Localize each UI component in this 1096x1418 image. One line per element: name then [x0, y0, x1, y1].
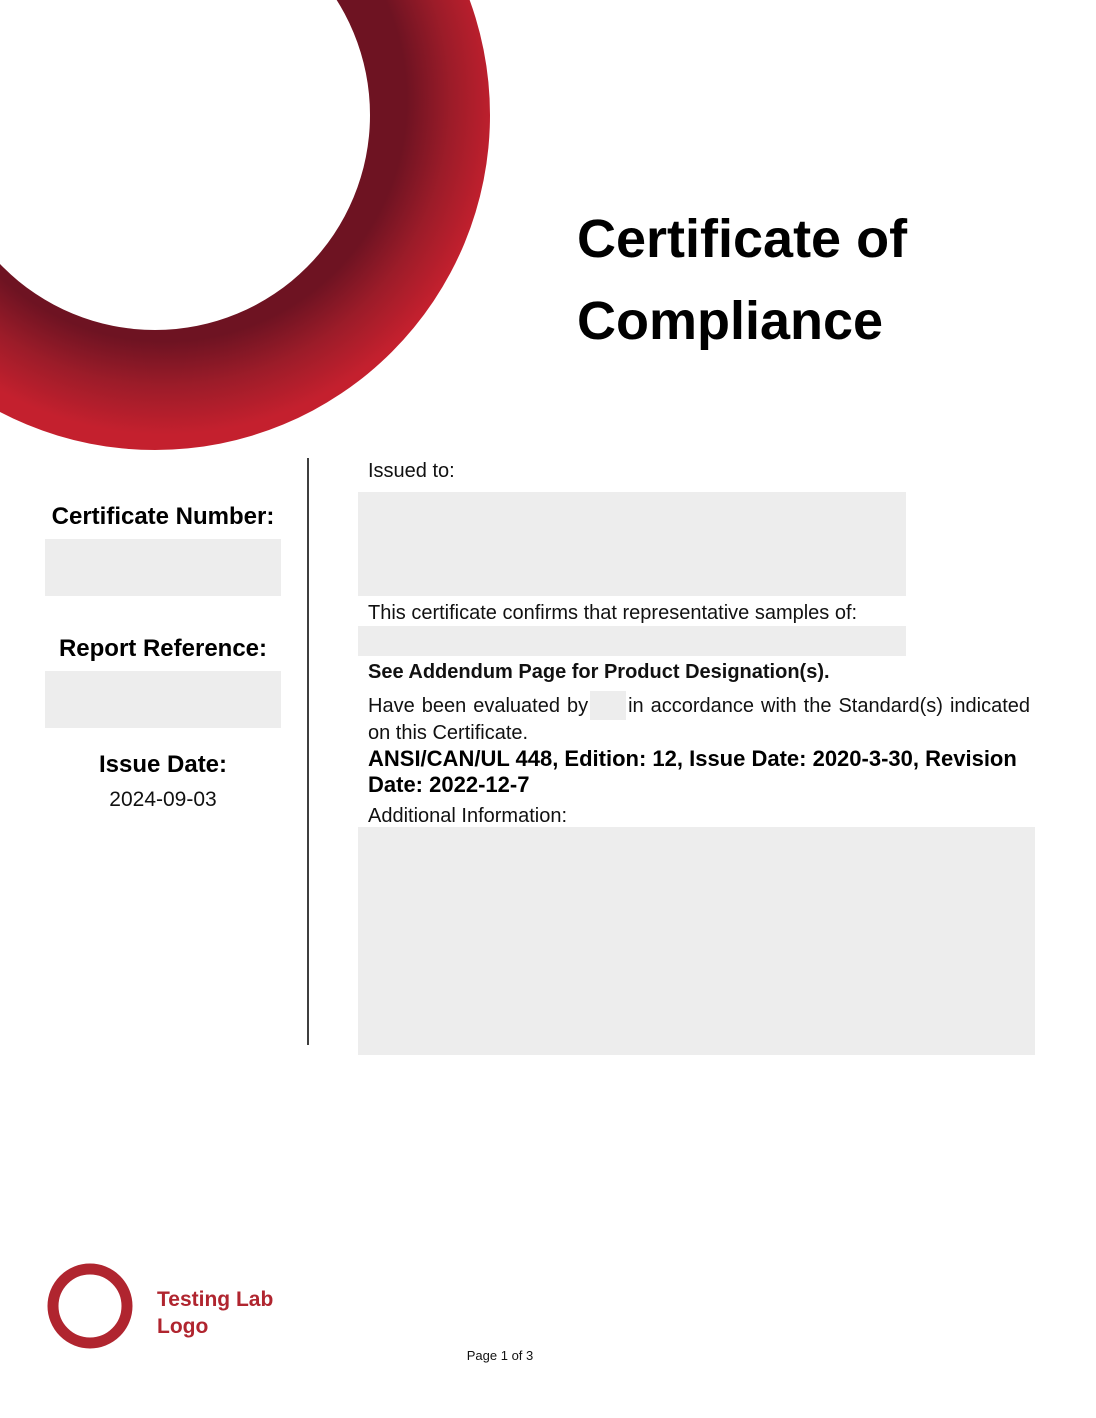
issue-date-value: 2024-09-03 — [109, 788, 217, 811]
certificate-number-label: Certificate Number: — [51, 503, 275, 530]
standard-text: ANSI/CAN/UL 448, Edition: 12, Issue Date: 2020-3-30, Revision Date: 2022-12-7 — [368, 746, 1017, 797]
confirms-text: This certificate confirms that representative samples of: — [368, 602, 858, 624]
testing-lab-logo-icon — [40, 1258, 140, 1358]
vertical-divider — [307, 458, 309, 1045]
addendum-note: See Addendum Page for Product Designation(s). — [368, 661, 830, 683]
testing-lab-logo-text: Testing Lab Logo — [157, 1288, 274, 1338]
issue-date-label: Issue Date: — [98, 751, 228, 778]
brand-arc-graphic — [0, 0, 500, 462]
evaluated-paragraph — [368, 691, 1030, 746]
product-name-redacted — [358, 626, 906, 656]
evaluated-prefix: Have been evaluated by — [368, 695, 589, 717]
certificate-number-redacted — [45, 539, 281, 596]
additional-info-redacted — [358, 827, 1035, 1055]
additional-info-label: Additional Information: — [368, 805, 568, 827]
evaluator-redacted — [590, 691, 626, 720]
page-title: Certificate of Compliance — [577, 209, 908, 351]
issued-to-redacted — [358, 492, 906, 596]
report-reference-label: Report Reference: — [58, 635, 268, 662]
evaluated-suffix: in accordance with the Standard(s) indicated on this Certificate. — [368, 695, 1031, 744]
page-indicator: Page 1 of 3 — [466, 1348, 534, 1363]
report-reference-redacted — [45, 671, 281, 728]
issued-to-label: Issued to: — [368, 460, 455, 482]
